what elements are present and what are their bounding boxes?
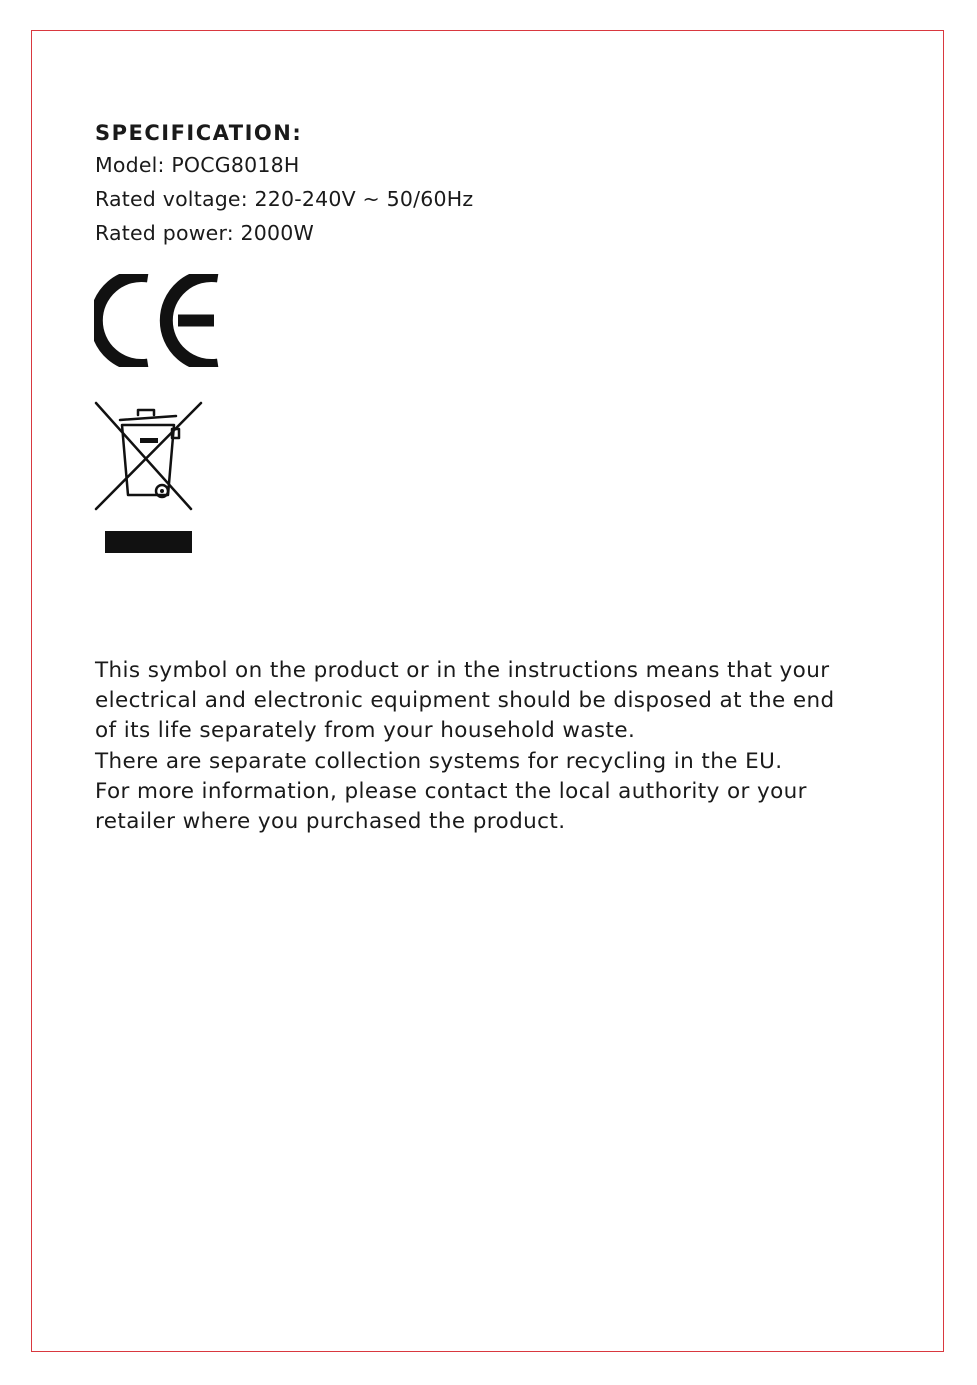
specification-section [95,118,473,250]
spec-rated-power: Rated power: 2000W [95,221,315,245]
crossed-out-wheelie-bin-icon [94,401,204,555]
disposal-notice [95,656,895,837]
spec-model: Model: POCG8018H [95,153,300,177]
spec-rated-voltage: Rated voltage: 220-240V ~ 50/60Hz [95,187,474,211]
notice-line: There are separate collection systems for recycling in the EU. [95,748,783,774]
notice-line: For more information, please contact the local authority or your [95,778,807,804]
ce-mark-icon [94,274,222,367]
notice-line: This symbol on the product or in the instructions means that your [95,658,830,683]
specification-title: SPECIFICATION: [95,121,303,145]
notice-line: retailer where you purchased the product. [95,809,566,835]
notice-line: of its life separately from your household waste. [95,718,636,744]
notice-line: electrical and electronic equipment should be disposed at the end [95,688,835,714]
